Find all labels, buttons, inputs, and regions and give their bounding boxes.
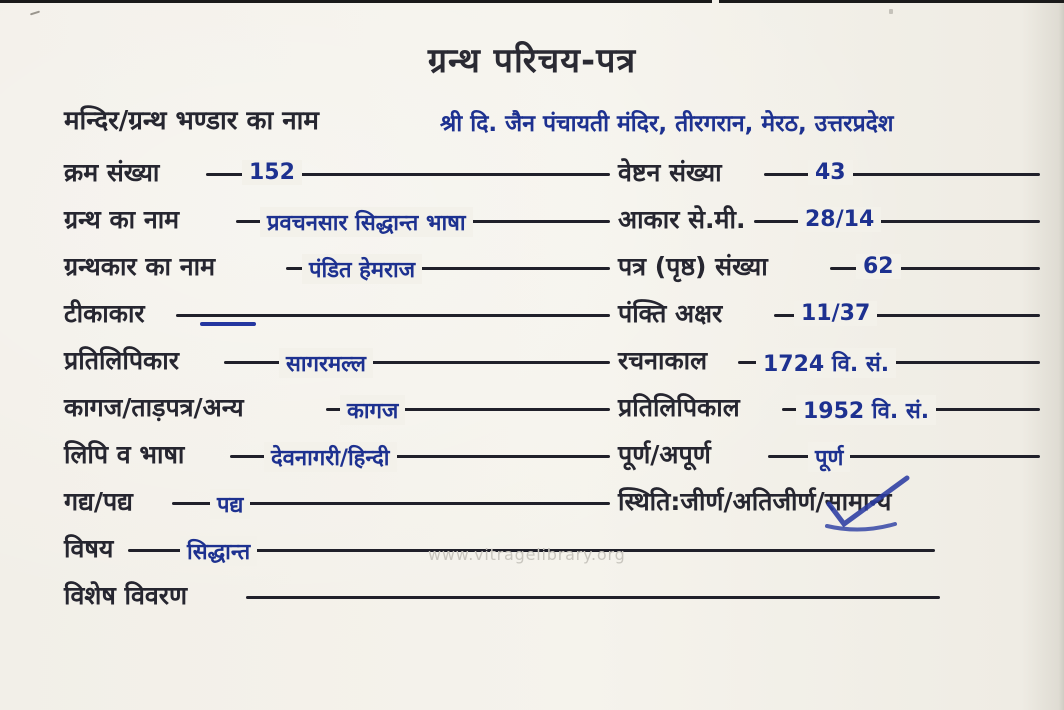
field-value: सागरमल्ल <box>279 348 373 378</box>
field-row-author-name <box>64 252 610 294</box>
field-row-page-count <box>612 252 1040 294</box>
scan-speck <box>889 9 893 14</box>
field-value: 1724 वि. सं. <box>756 348 896 378</box>
field-value: प्रवचनसार सिद्धान्त भाषा <box>260 207 473 237</box>
field-label: विषय <box>64 534 114 563</box>
field-label: प्रतिलिपिकाल <box>618 393 740 422</box>
temple-name-label: मन्दिर/ग्रन्थ भण्डार का नाम <box>64 106 319 136</box>
field-label: ग्रन्थ का नाम <box>64 205 180 234</box>
field-row-granth-name <box>64 205 610 247</box>
condition-label <box>618 484 891 518</box>
field-label: कागज/ताड़पत्र/अन्य <box>64 393 244 422</box>
condition-checked-option: सामान्य <box>825 484 892 518</box>
field-label: आकार से.मी. <box>618 205 746 234</box>
field-row-material <box>64 393 610 435</box>
condition-label-prefix: स्थिति:जीर्ण/अतिजीर्ण/ <box>618 487 825 516</box>
field-label: वेष्टन संख्या <box>618 158 722 187</box>
field-value: 62 <box>856 254 901 279</box>
field-label: लिपि व भाषा <box>64 440 185 469</box>
field-value: 43 <box>808 160 853 185</box>
field-label: गद्य/पद्य <box>64 487 133 516</box>
field-row-copy-date <box>612 393 1040 435</box>
field-row-lines-letters <box>612 299 1040 341</box>
field-row-script-language <box>64 440 610 482</box>
temple-name-value: श्री दि. जैन पंचायती मंदिर, तीरगरान, मेरठ, उत्तरप्रदेश <box>440 111 894 137</box>
field-value: 28/14 <box>798 207 881 232</box>
field-row-prose-verse <box>64 487 610 529</box>
rule-line <box>764 173 1040 176</box>
field-label: विशेष विवरण <box>64 581 188 610</box>
field-row-composition-date <box>612 346 1040 388</box>
field-label: रचनाकाल <box>618 346 708 375</box>
blank-dash-mark <box>200 322 256 326</box>
field-row-special-details <box>64 581 940 623</box>
rule-line <box>754 220 1040 223</box>
watermark-text: www.vitragelibrary.org <box>428 545 626 564</box>
field-value: 1952 वि. सं. <box>796 395 936 425</box>
field-row-copyist <box>64 346 610 388</box>
rule-line <box>246 596 940 599</box>
field-row-size-cm <box>612 205 1040 247</box>
field-row-complete-incomplete <box>612 440 1040 482</box>
field-value: सिद्धान्त <box>180 536 257 566</box>
field-label: पूर्ण/अपूर्ण <box>618 440 711 469</box>
field-label: टीकाकार <box>64 299 145 328</box>
field-label: ग्रन्थकार का नाम <box>64 252 216 281</box>
field-label: पत्र (पृष्ठ) संख्या <box>618 252 768 281</box>
field-value: पंडित हेमराज <box>302 254 422 284</box>
field-row-bundle-number <box>612 158 1040 200</box>
field-value: 11/37 <box>794 301 877 326</box>
scan-speck <box>30 11 40 16</box>
rule-line <box>176 314 610 317</box>
field-value: 152 <box>242 160 302 185</box>
field-label: क्रम संख्या <box>64 158 160 187</box>
page-title: ग्रन्थ परिचय-पत्र <box>427 41 637 81</box>
field-row-commentator <box>64 299 610 341</box>
field-label: प्रतिलिपिकार <box>64 346 179 375</box>
field-row-serial-number <box>64 158 610 200</box>
field-value: कागज <box>340 395 405 425</box>
field-label: पंक्ति अक्षर <box>618 299 723 328</box>
field-value: पद्य <box>210 489 250 519</box>
field-value: पूर्ण <box>808 442 850 472</box>
field-value: देवनागरी/हिन्दी <box>264 442 397 472</box>
field-row-condition <box>612 487 1040 529</box>
scan-top-edge <box>0 0 1064 3</box>
scan-top-edge-notch <box>712 0 719 3</box>
